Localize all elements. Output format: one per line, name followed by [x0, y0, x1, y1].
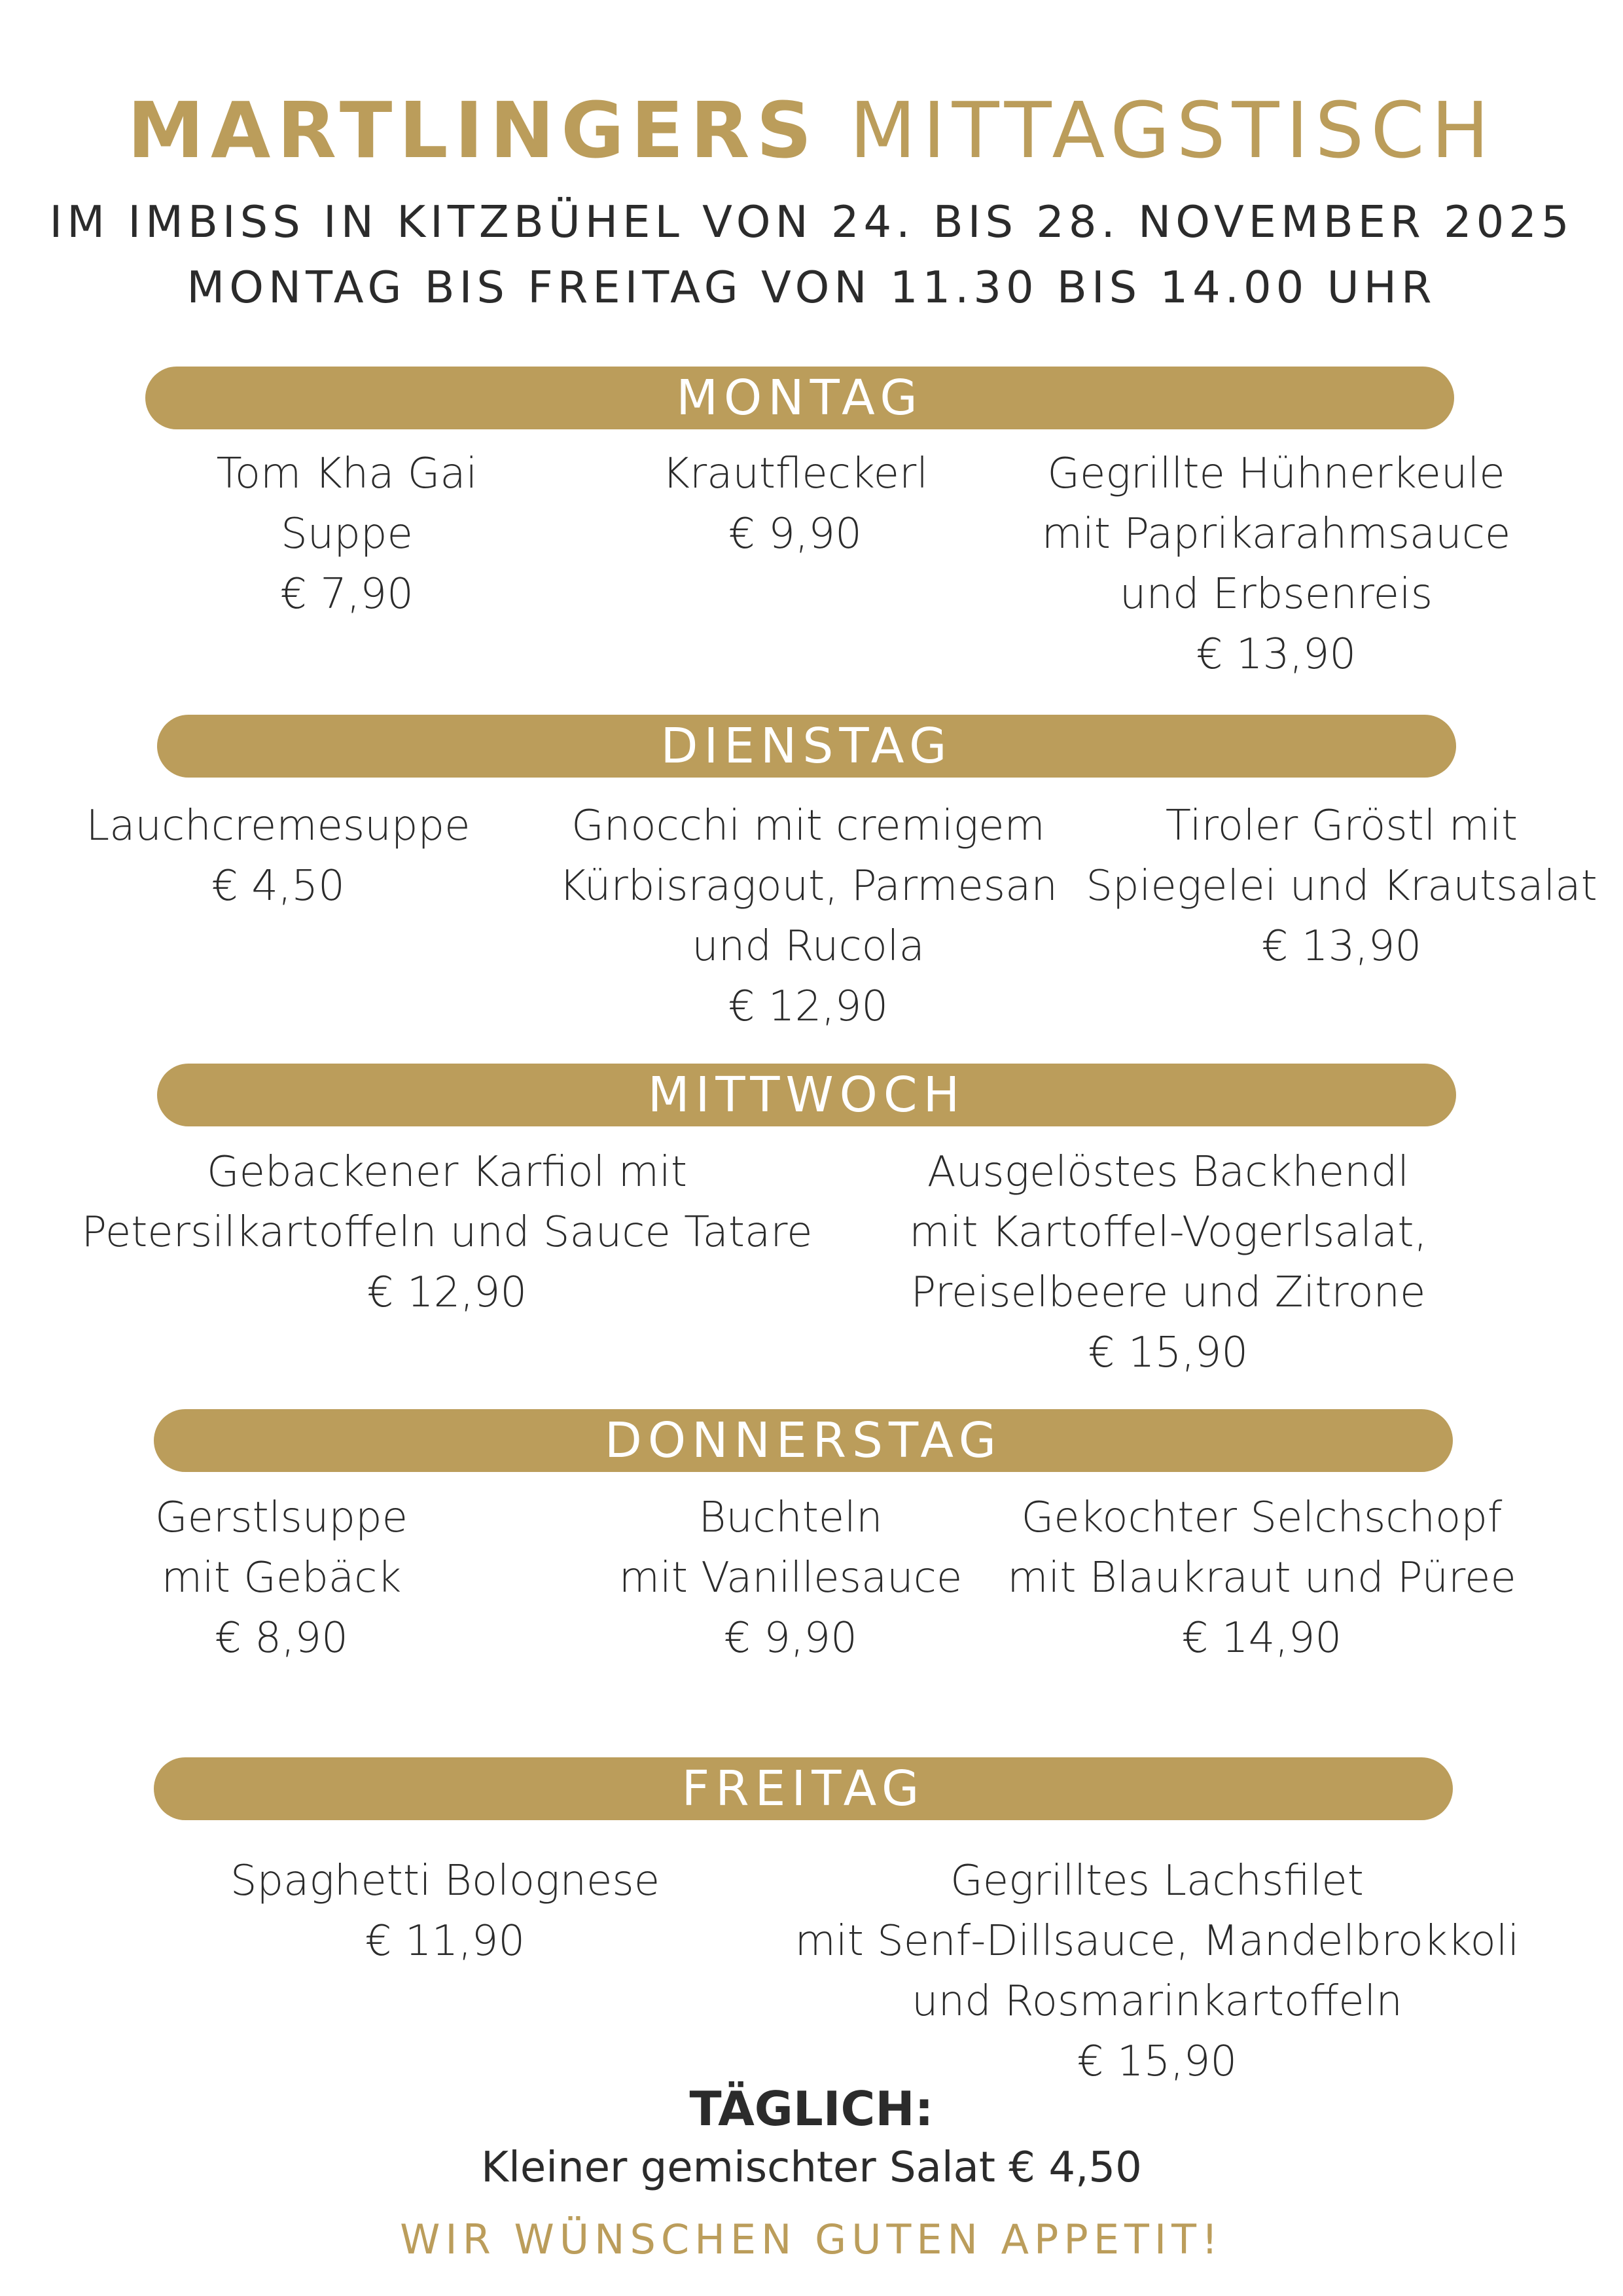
subtitle-location-date: IM IMBISS IN KITZBÜHEL VON 24. BIS 28. NOVEMBER 2025 — [49, 196, 1574, 247]
dish-text: Ausgelöstes Backhendl — [927, 1148, 1410, 1196]
dish-text: und Rucola — [692, 922, 925, 971]
title-part-1: MARTLINGERS — [127, 85, 819, 175]
dish-text: Tiroler Gröstl mit — [1165, 802, 1518, 850]
title-part-2: MITTAGSTISCH — [849, 85, 1496, 175]
daily-label: TÄGLICH: — [689, 2081, 934, 2136]
dish-text: mit Vanillesauce — [618, 1554, 963, 1602]
menu-item — [1007, 1488, 1516, 1668]
dish-price: € 8,90 — [215, 1614, 348, 1662]
dish-price: € 15,90 — [1077, 2037, 1238, 2086]
dish-price: € 9,90 — [728, 510, 862, 558]
dish-text: Gebackener Karfiol mit — [207, 1148, 687, 1196]
menu-item — [82, 1142, 813, 1323]
dish-text: Lauchcremesuppe — [86, 802, 471, 850]
menu-item — [619, 1488, 963, 1668]
dish-price: € 13,90 — [1196, 630, 1357, 679]
dish-text: Spiegelei und Krautsalat — [1086, 862, 1597, 910]
dish-text: Preiselbeere und Zitrone — [910, 1268, 1426, 1317]
day-header-donnerstag: DONNERSTAG — [154, 1409, 1453, 1472]
dish-text: Buchteln — [698, 1494, 883, 1542]
dish-text: Petersilkartoffeln und Sauce Tatare — [81, 1208, 813, 1257]
dish-price: € 11,90 — [365, 1917, 526, 1965]
dish-price: € 7,90 — [280, 570, 414, 619]
dish-text: mit Gebäck — [161, 1554, 402, 1602]
dish-price: € 9,90 — [724, 1614, 857, 1662]
footer-greeting: WIR WÜNSCHEN GUTEN APPETIT! — [400, 2215, 1223, 2263]
menu-item — [230, 1851, 660, 1971]
dish-text: Gegrilltes Lachsfilet — [950, 1857, 1364, 1905]
menu-item — [155, 1488, 408, 1668]
dish-text: Gekochter Selchschopf — [1021, 1494, 1503, 1542]
day-header-dienstag: DIENSTAG — [157, 715, 1456, 778]
menu-item — [1086, 796, 1597, 977]
dish-price: € 12,90 — [728, 982, 889, 1031]
dish-text: mit Blaukraut und Püree — [1007, 1554, 1516, 1602]
subtitle-opening-hours: MONTAG BIS FREITAG VON 11.30 BIS 14.00 UHR — [187, 262, 1436, 313]
dish-text: Gerstlsuppe — [154, 1494, 408, 1542]
dish-text: Tom Kha Gai — [216, 450, 478, 498]
menu-item — [559, 796, 1058, 1037]
dish-price: € 4,50 — [211, 862, 345, 910]
menu-item — [1042, 444, 1511, 685]
daily-offer: Kleiner gemischter Salat € 4,50 — [481, 2144, 1142, 2192]
day-header-montag: MONTAG — [145, 367, 1454, 429]
day-header-freitag: FREITAG — [154, 1757, 1453, 1820]
dish-text: mit Paprikarahmsauce — [1041, 510, 1511, 558]
dish-text: mit Senf-Dillsauce, Mandelbrokkoli — [794, 1917, 1520, 1965]
dish-price: € 13,90 — [1261, 922, 1422, 971]
menu-item — [86, 796, 471, 916]
dish-text: mit Kartoffel-Vogerlsalat, — [909, 1208, 1427, 1257]
dish-text: Kürbisragout, Parmesan — [559, 862, 1058, 910]
menu-item — [909, 1142, 1427, 1383]
dish-text: und Erbsenreis — [1119, 570, 1433, 619]
dish-price: € 12,90 — [366, 1268, 527, 1317]
dish-price: € 14,90 — [1181, 1614, 1342, 1662]
dish-text: Krautfleckerl — [662, 450, 929, 498]
page-title — [0, 85, 1623, 175]
dish-price: € 15,90 — [1088, 1329, 1249, 1377]
dish-text: Spaghetti Bolognese — [230, 1857, 660, 1905]
dish-text: Suppe — [281, 510, 413, 558]
day-header-mittwoch: MITTWOCH — [157, 1064, 1456, 1126]
dish-text: Gnocchi mit cremigem — [571, 802, 1045, 850]
menu-item — [662, 444, 928, 564]
dish-text: und Rosmarinkartoffeln — [912, 1977, 1402, 2026]
menu-item — [795, 1851, 1520, 2092]
menu-item — [217, 444, 478, 624]
dish-text: Gegrillte Hühnerkeule — [1047, 450, 1505, 498]
